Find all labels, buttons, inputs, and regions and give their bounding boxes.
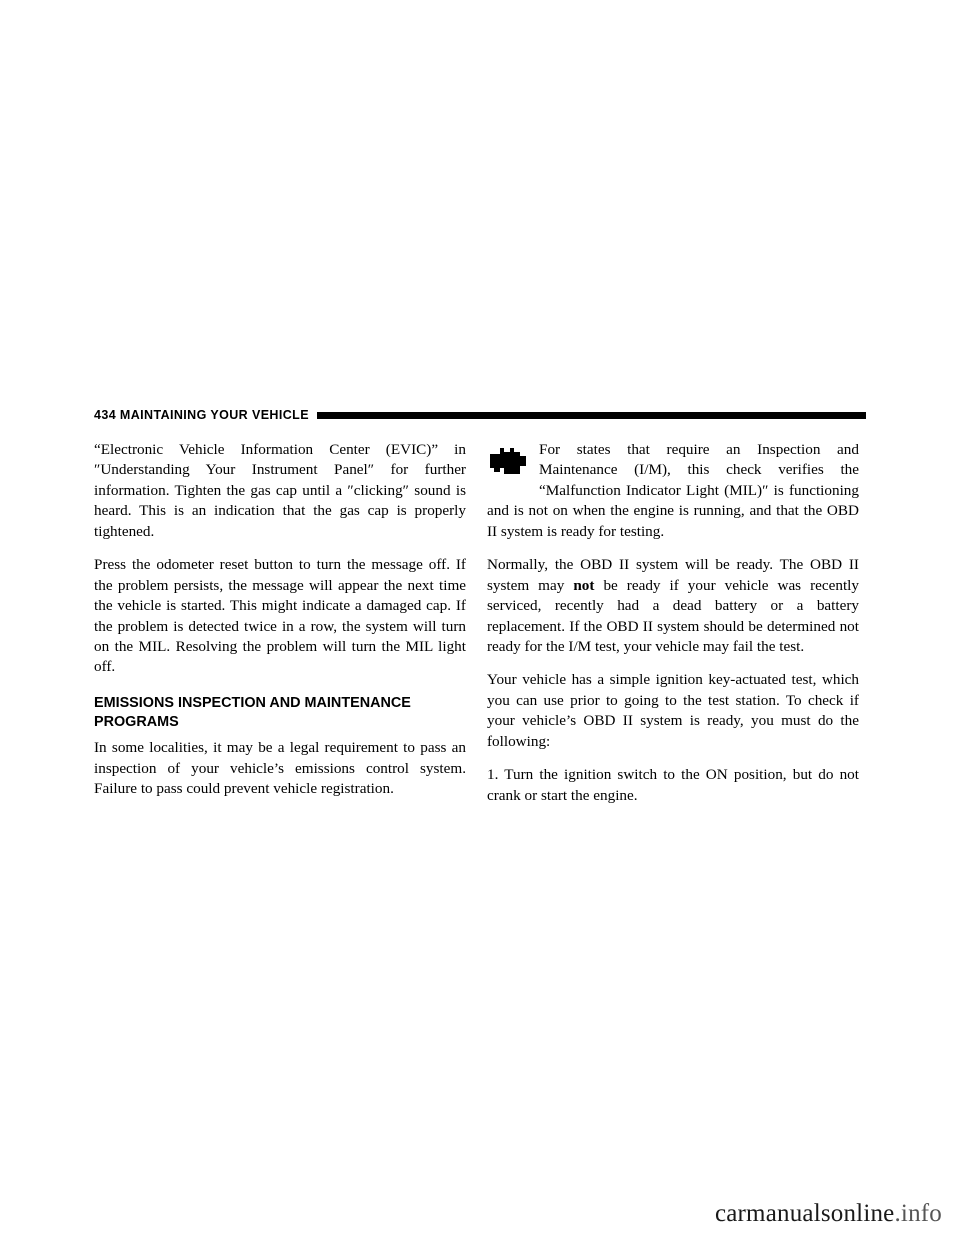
watermark-light: .info bbox=[894, 1200, 942, 1227]
paragraph-with-icon bbox=[487, 440, 859, 542]
watermark bbox=[715, 1200, 942, 1228]
section-heading: EMISSIONS INSPECTION AND MAINTENANCE PROGRAMS bbox=[94, 694, 411, 730]
watermark-dark: carmanualsonline bbox=[714, 1200, 895, 1227]
paragraph bbox=[487, 555, 859, 657]
paragraph-part: be ready if your vehicle was recently serviced, recently had a dead battery or a battery replacement. If the OBD II system should be determined not ready for the I/M test, your vehicle may fail the test. bbox=[487, 576, 859, 655]
left-column bbox=[94, 440, 466, 800]
right-column bbox=[487, 440, 859, 806]
paragraph: Press the odometer reset button to turn the message off. If the problem persists, the message will appear the next time the vehicle is started. This might indicate a damaged cap. If the problem is detected twice in a row, the system will turn on the MIL. Resolving the problem will turn the MIL light off. bbox=[94, 556, 466, 676]
paragraph-text: For states that require an Inspection and Maintenance (I/M), this check verifies the “Malfunction Indicator Light (MIL)″ is functioning and is not on when the engine is running, and that the OBD II system is ready for testing. bbox=[487, 441, 859, 540]
paragraph-part: Normally, the OBD II system will be ready. The OBD II system may bbox=[487, 556, 859, 594]
header-rule bbox=[317, 412, 866, 419]
engine-malfunction-indicator-icon bbox=[487, 443, 531, 483]
page-header-text: 434 MAINTAINING YOUR VEHICLE bbox=[94, 408, 309, 422]
paragraph: In some localities, it may be a legal requirement to pass an inspection of your vehicle’s emissions control system. Failure to pass could prevent vehicle registration. bbox=[94, 739, 466, 798]
list-item: 1. Turn the ignition switch to the ON position, but do not crank or start the engine. bbox=[487, 766, 859, 804]
paragraph: Your vehicle has a simple ignition key-actuated test, which you can use prior to going to the test station. To check if your vehicle’s OBD II system is ready, you must do the following: bbox=[487, 671, 859, 750]
page-header bbox=[94, 406, 866, 424]
paragraph: “Electronic Vehicle Information Center (EVIC)” in ″Understanding Your Instrument Panel″ for further information. Tighten the gas cap until a ″clicking″ sound is heard. This is an indication that the gas cap is properly tightened. bbox=[94, 441, 466, 540]
emphasis-not: not bbox=[573, 576, 595, 594]
